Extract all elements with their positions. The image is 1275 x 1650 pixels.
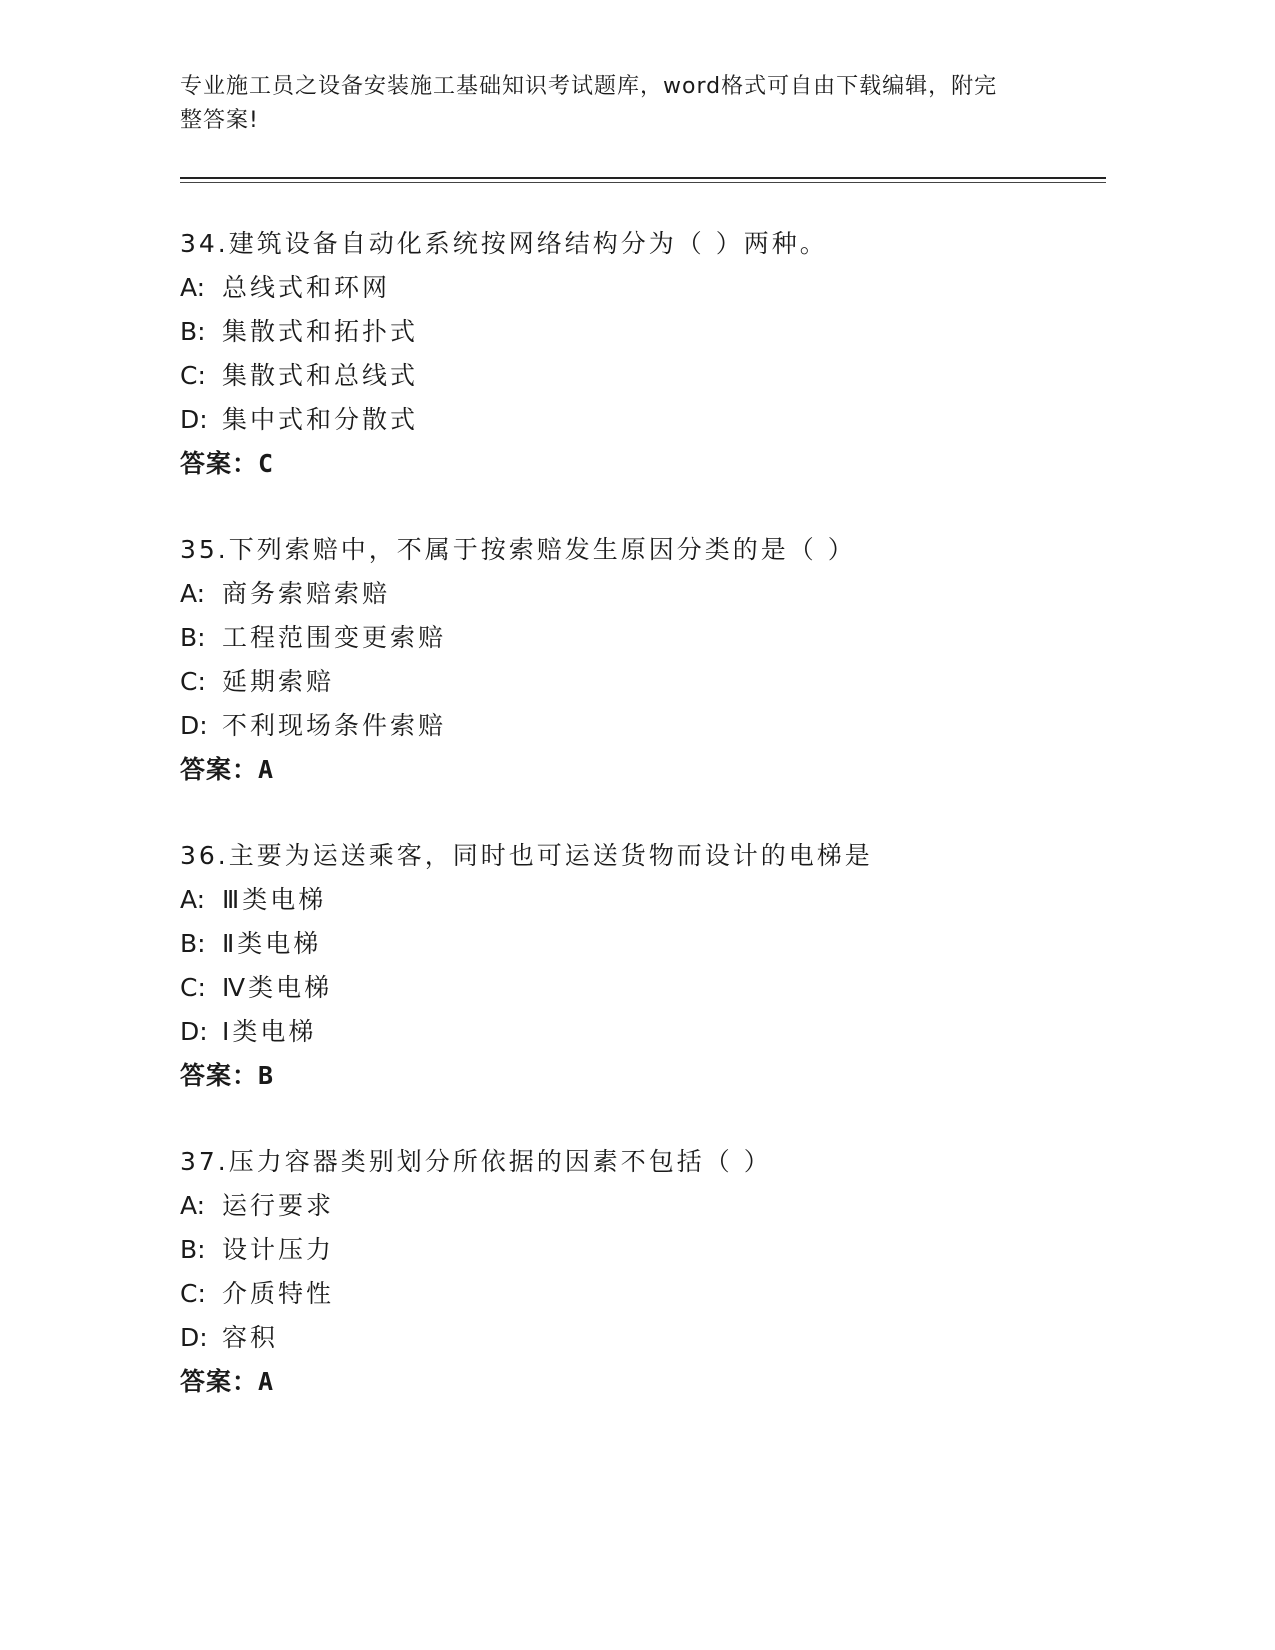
- answer-line: [180, 1360, 1130, 1404]
- option-b: [180, 1228, 1130, 1272]
- option-text: 工程范围变更索赔: [222, 623, 447, 652]
- answer-value: A: [258, 1367, 275, 1396]
- answer-value: B: [258, 1061, 275, 1090]
- option-text: Ⅰ类电梯: [222, 1017, 317, 1046]
- option-text: 集中式和分散式: [222, 405, 419, 434]
- document-header: [180, 70, 1040, 138]
- question-block: [180, 834, 1130, 1098]
- option-a: [180, 572, 1130, 616]
- header-divider: [180, 177, 1106, 179]
- option-text: 集散式和总线式: [222, 361, 419, 390]
- answer-label: 答案：: [180, 1061, 259, 1090]
- option-c: [180, 354, 1130, 398]
- option-b: [180, 616, 1130, 660]
- option-text: Ⅱ类电梯: [222, 929, 322, 958]
- question-block: [180, 222, 1130, 486]
- option-text: 运行要求: [222, 1191, 335, 1220]
- option-letter: B:: [180, 929, 206, 958]
- answer-label: 答案：: [180, 449, 259, 478]
- option-d: [180, 398, 1130, 442]
- option-text: 介质特性: [222, 1279, 335, 1308]
- option-text: 商务索赔索赔: [222, 579, 391, 608]
- option-letter: A:: [180, 1191, 206, 1220]
- option-b: [180, 922, 1130, 966]
- option-a: [180, 878, 1130, 922]
- question-stem: 37.压力容器类别划分所依据的因素不包括（ ）: [180, 1147, 772, 1176]
- option-c: [180, 1272, 1130, 1316]
- answer-label: 答案：: [180, 1367, 259, 1396]
- option-letter: D:: [180, 405, 208, 434]
- question-block: [180, 528, 1130, 792]
- option-letter: D:: [180, 1017, 208, 1046]
- answer-value: C: [258, 449, 275, 478]
- option-d: [180, 1010, 1130, 1054]
- answer-line: [180, 442, 1130, 486]
- option-text: 延期索赔: [222, 667, 335, 696]
- header-line-2: 整答案!: [180, 108, 259, 133]
- option-c: [180, 660, 1130, 704]
- option-text: 设计压力: [222, 1235, 335, 1264]
- header-divider-thin: [180, 182, 1106, 183]
- option-text: 容积: [222, 1323, 279, 1352]
- option-letter: D:: [180, 1323, 208, 1352]
- option-letter: A:: [180, 885, 206, 914]
- option-text: 总线式和环网: [222, 273, 391, 302]
- answer-value: A: [258, 755, 275, 784]
- option-text: Ⅲ类电梯: [222, 885, 327, 914]
- header-line-1: 专业施工员之设备安装施工基础知识考试题库，word格式可自由下载编辑，附完: [180, 74, 998, 99]
- option-c: [180, 966, 1130, 1010]
- option-a: [180, 1184, 1130, 1228]
- option-letter: B:: [180, 317, 206, 346]
- option-b: [180, 310, 1130, 354]
- option-letter: C:: [180, 361, 206, 390]
- answer-line: [180, 748, 1130, 792]
- option-text: 集散式和拓扑式: [222, 317, 419, 346]
- answer-line: [180, 1054, 1130, 1098]
- option-letter: A:: [180, 273, 206, 302]
- option-a: [180, 266, 1130, 310]
- option-text: 不利现场条件索赔: [222, 711, 447, 740]
- option-letter: C:: [180, 1279, 206, 1308]
- option-d: [180, 704, 1130, 748]
- option-letter: B:: [180, 1235, 206, 1264]
- option-letter: D:: [180, 711, 208, 740]
- question-stem: 36.主要为运送乘客，同时也可运送货物而设计的电梯是: [180, 841, 873, 870]
- answer-label: 答案：: [180, 755, 259, 784]
- option-d: [180, 1316, 1130, 1360]
- option-letter: A:: [180, 579, 206, 608]
- question-stem: 35.下列索赔中，不属于按索赔发生原因分类的是（ ）: [180, 535, 856, 564]
- question-block: [180, 1140, 1130, 1404]
- option-letter: C:: [180, 667, 206, 696]
- question-stem: 34.建筑设备自动化系统按网络结构分为（ ）两种。: [180, 229, 828, 258]
- option-letter: C:: [180, 973, 206, 1002]
- option-text: Ⅳ类电梯: [222, 973, 333, 1002]
- option-letter: B:: [180, 623, 206, 652]
